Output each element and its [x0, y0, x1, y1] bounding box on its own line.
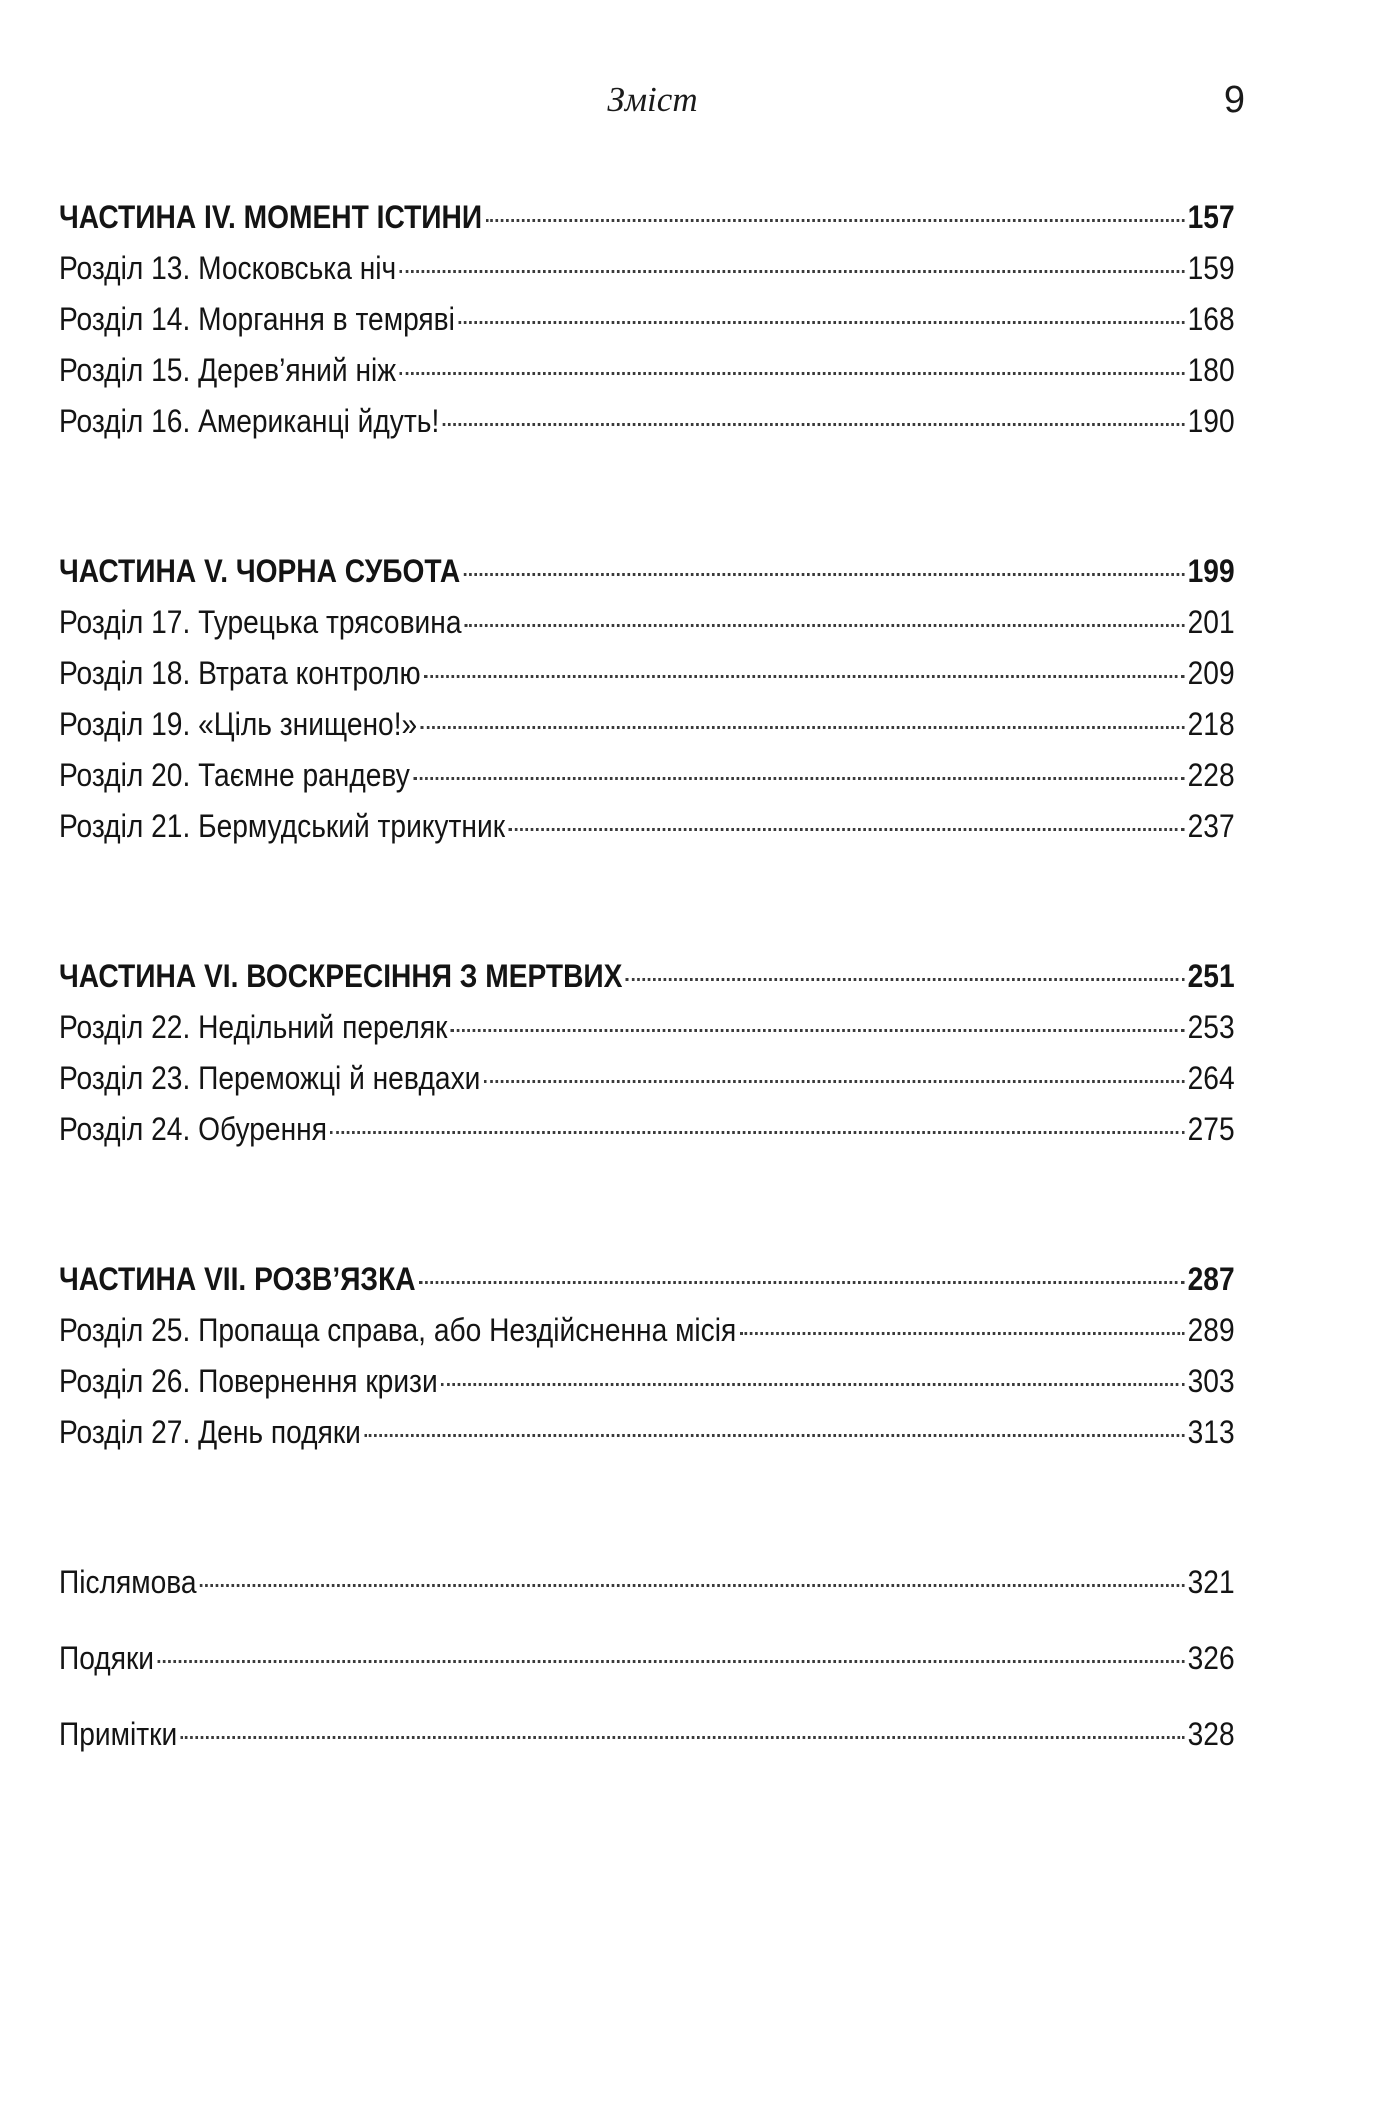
chapter-title: Розділ 16. Американці йдуть!	[59, 403, 440, 439]
dot-leader	[486, 219, 1184, 222]
toc-chapter-entry[interactable]	[59, 1305, 1235, 1356]
part-group	[59, 951, 1235, 1155]
toc-chapter-entry[interactable]	[59, 396, 1235, 447]
toc-backmatter-entry[interactable]	[59, 1557, 1235, 1608]
chapter-page-number: 201	[1187, 604, 1235, 640]
chapter-title: Розділ 21. Бермудський трикутник	[59, 808, 506, 844]
toc-chapter-entry[interactable]	[59, 1002, 1235, 1053]
chapter-title: Розділ 15. Дерев’яний ніж	[59, 352, 397, 388]
running-title: Зміст	[607, 80, 698, 119]
chapter-title: Розділ 20. Таємне рандеву	[59, 757, 410, 793]
toc-part-entry[interactable]	[59, 1254, 1235, 1305]
toc-chapter-entry[interactable]	[59, 699, 1235, 750]
chapter-title: Розділ 24. Обурення	[59, 1111, 327, 1147]
table-of-contents	[59, 192, 1235, 1760]
chapter-title: Розділ 27. День подяки	[59, 1414, 361, 1450]
backmatter-page-number: 321	[1187, 1564, 1235, 1600]
dot-leader	[181, 1736, 1184, 1739]
dot-leader	[465, 624, 1184, 627]
dot-leader	[464, 573, 1184, 576]
dot-leader	[413, 777, 1184, 780]
part-page-number: 251	[1187, 958, 1235, 994]
dot-leader	[458, 321, 1184, 324]
dot-leader	[484, 1080, 1184, 1083]
dot-leader	[421, 726, 1184, 729]
dot-leader	[419, 1281, 1184, 1284]
chapter-page-number: 228	[1187, 757, 1235, 793]
dot-leader	[400, 270, 1184, 273]
chapter-title: Розділ 25. Пропаща справа, або Нездійсненна місія	[59, 1312, 737, 1348]
chapter-page-number: 289	[1187, 1312, 1235, 1348]
toc-backmatter-entry[interactable]	[59, 1633, 1235, 1684]
part-title: ЧАСТИНА VI. ВОСКРЕСІННЯ З МЕРТВИХ	[59, 958, 623, 994]
page-header	[60, 76, 1245, 126]
dot-leader	[330, 1131, 1184, 1134]
dot-leader	[364, 1434, 1184, 1437]
part-title: ЧАСТИНА IV. МОМЕНТ ІСТИНИ	[59, 199, 483, 235]
toc-chapter-entry[interactable]	[59, 801, 1235, 852]
chapter-title: Розділ 23. Переможці й невдахи	[59, 1060, 481, 1096]
toc-chapter-entry[interactable]	[59, 750, 1235, 801]
chapter-page-number: 237	[1187, 808, 1235, 844]
part-group	[59, 192, 1235, 447]
chapter-title: Розділ 26. Повернення кризи	[59, 1363, 438, 1399]
dot-leader	[400, 372, 1184, 375]
page-number: 9	[1223, 79, 1245, 121]
part-page-number: 157	[1187, 199, 1235, 235]
chapter-title: Розділ 17. Турецька трясовина	[59, 604, 462, 640]
toc-chapter-entry[interactable]	[59, 648, 1235, 699]
chapter-page-number: 180	[1187, 352, 1235, 388]
chapter-page-number: 264	[1187, 1060, 1235, 1096]
toc-backmatter-entry[interactable]	[59, 1709, 1235, 1760]
part-title: ЧАСТИНА V. ЧОРНА СУБОТА	[59, 553, 461, 589]
chapter-page-number: 159	[1187, 250, 1235, 286]
part-group	[59, 546, 1235, 852]
part-title: ЧАСТИНА VII. РОЗВ’ЯЗКА	[59, 1261, 416, 1297]
toc-chapter-entry[interactable]	[59, 1053, 1235, 1104]
chapter-page-number: 275	[1187, 1111, 1235, 1147]
toc-part-entry[interactable]	[59, 546, 1235, 597]
toc-chapter-entry[interactable]	[59, 1356, 1235, 1407]
chapter-page-number: 209	[1187, 655, 1235, 691]
backmatter-page-number: 326	[1187, 1640, 1235, 1676]
backmatter-group	[59, 1557, 1235, 1760]
toc-part-entry[interactable]	[59, 192, 1235, 243]
backmatter-title: Післямова	[59, 1564, 197, 1600]
toc-part-entry[interactable]	[59, 951, 1235, 1002]
toc-chapter-entry[interactable]	[59, 1407, 1235, 1458]
chapter-page-number: 313	[1187, 1414, 1235, 1450]
chapter-title: Розділ 19. «Ціль знищено!»	[59, 706, 418, 742]
toc-chapter-entry[interactable]	[59, 294, 1235, 345]
chapter-page-number: 253	[1187, 1009, 1235, 1045]
chapter-title: Розділ 18. Втрата контролю	[59, 655, 421, 691]
dot-leader	[443, 423, 1184, 426]
chapter-title: Розділ 14. Моргання в темряві	[59, 301, 455, 337]
dot-leader	[451, 1029, 1184, 1032]
dot-leader	[424, 675, 1184, 678]
dot-leader	[200, 1584, 1184, 1587]
toc-chapter-entry[interactable]	[59, 597, 1235, 648]
chapter-title: Розділ 22. Недільний переляк	[59, 1009, 448, 1045]
dot-leader	[626, 978, 1184, 981]
chapter-page-number: 168	[1187, 301, 1235, 337]
part-page-number: 287	[1187, 1261, 1235, 1297]
toc-chapter-entry[interactable]	[59, 1104, 1235, 1155]
chapter-page-number: 190	[1187, 403, 1235, 439]
toc-chapter-entry[interactable]	[59, 243, 1235, 294]
dot-leader	[158, 1660, 1185, 1663]
chapter-title: Розділ 13. Московська ніч	[59, 250, 397, 286]
toc-chapter-entry[interactable]	[59, 345, 1235, 396]
chapter-page-number: 303	[1187, 1363, 1235, 1399]
dot-leader	[441, 1383, 1184, 1386]
backmatter-page-number: 328	[1187, 1716, 1235, 1752]
dot-leader	[740, 1332, 1184, 1335]
dot-leader	[509, 828, 1185, 831]
chapter-page-number: 218	[1187, 706, 1235, 742]
backmatter-title: Подяки	[59, 1640, 155, 1676]
part-page-number: 199	[1187, 553, 1235, 589]
backmatter-title: Примітки	[59, 1716, 178, 1752]
part-group	[59, 1254, 1235, 1458]
